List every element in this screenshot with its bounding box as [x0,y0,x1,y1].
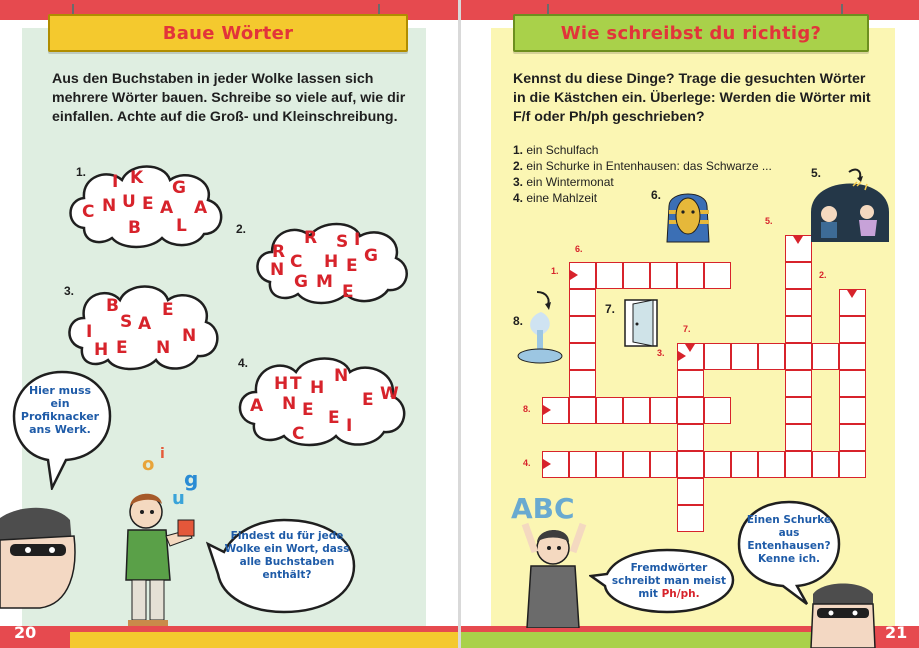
letter-cloud-4: N H T H W E A N E E C I [232,350,412,450]
footer-yellow [70,632,458,648]
crossword-cell[interactable] [623,262,650,289]
crossword-cell[interactable] [677,370,704,397]
cloud-number: 3. [64,284,75,298]
picture-number: 8. [513,314,524,328]
start-arrow-icon [678,351,686,361]
crossword-cell[interactable] [839,316,866,343]
door-picture [623,298,663,348]
page-number: 20 [14,623,37,642]
pharaoh-mask-picture [665,184,711,244]
crossword-cell[interactable] [785,316,812,343]
crossword-cell[interactable] [596,397,623,424]
clue-item: 2. ein Schurke in Entenhausen: das Schwarze ... [513,159,772,173]
clue-item: 1. ein Schulfach [513,143,599,157]
start-arrow-icon [847,290,857,298]
crossword-cell[interactable] [623,397,650,424]
crossword-cell[interactable] [677,451,704,478]
crossword-cell[interactable] [839,343,866,370]
bubble-text-top: Hier muss ein Profiknacker ans Werk. [20,384,100,436]
crossword-cell[interactable] [677,478,704,505]
crossword-cell[interactable] [731,343,758,370]
bubble-text-fremdwoerter: Fremdwörter schreibt man meist mit Ph/ph. [611,562,727,600]
crossword-cell[interactable] [596,451,623,478]
picture-number: 5. [811,166,822,180]
page-title: Wie schreibst du richtig? [560,22,822,44]
svg-text:u: u [172,488,185,509]
crossword-cell[interactable] [650,451,677,478]
letter-cloud-3: B S A E I H E N N [64,278,224,374]
picture-number: 7. [605,302,616,316]
crossword-cell[interactable] [596,262,623,289]
crossword-cell[interactable] [677,397,704,424]
crossword-cell[interactable] [785,343,812,370]
crossword-cell[interactable] [569,289,596,316]
clue-list [513,142,813,206]
start-arrow-icon [543,459,551,469]
cloud-number: 4. [238,356,249,370]
svg-text:ABC: ABC [511,492,575,525]
crossword-cell[interactable] [569,397,596,424]
cloud-number: 2. [236,222,247,236]
left-page [0,0,458,648]
crossword-cell[interactable] [650,262,677,289]
clue-item: 3. ein Wintermonat [513,175,614,189]
letter-cloud-2: R S R I G N C H E G M E [250,216,412,306]
start-arrow-icon [793,236,803,244]
crossword-cell[interactable] [704,397,731,424]
instructions: Kennst du diese Dinge? Trage die gesuchten Wörter in die Kästchen ein. Überlege: Werden die Wörter mit F/f oder Ph/ph geschrieben? [513,71,871,125]
page-number: 21 [885,623,908,642]
letter-cloud-1: I K G C N U E A B L A [64,158,228,250]
right-page [461,0,919,648]
crossword-cell[interactable] [839,451,866,478]
title-banner [513,14,869,52]
crossword-cell[interactable] [839,370,866,397]
grid-number: 7. [683,324,691,334]
cloud-number: 1. [76,165,87,179]
crossword-cell[interactable] [839,397,866,424]
start-arrow-icon [570,270,578,280]
crossword-cell[interactable] [569,343,596,370]
crossword-cell[interactable] [677,424,704,451]
footer-green [461,632,857,648]
crossword-cell[interactable] [569,316,596,343]
crossword-cell[interactable] [785,397,812,424]
crossword-cell[interactable] [650,397,677,424]
crossword-cell[interactable] [785,289,812,316]
grid-number: 5. [765,216,773,226]
start-arrow-icon [685,344,695,352]
crossword-cell[interactable] [704,262,731,289]
picture-number: 6. [651,188,662,202]
title-banner [48,14,408,52]
night-fireworks-picture [805,162,895,248]
svg-text:o: o [142,454,155,475]
crossword-cell[interactable] [839,424,866,451]
burglar-illustration [0,500,78,610]
crossword-cell[interactable] [731,451,758,478]
crossword-cell[interactable] [677,505,704,532]
svg-text:i: i [160,446,165,462]
grid-number: 4. [523,458,531,468]
crossword-cell[interactable] [785,262,812,289]
instructions: Aus den Buchstaben in jeder Wolke lassen sich mehrere Wörter bauen. Schreibe so viele auf, wie dir einfallen. Achte auf die Groß- und Kleinschreibung. [52,71,406,125]
burglar-illustration [807,576,879,648]
crossword-cell[interactable] [623,451,650,478]
bubble-text-bottom: Findest du für jede Wolke ein Wort, dass alle Buchstaben enthält? [224,530,350,581]
crossword-cell[interactable] [677,262,704,289]
crossword-cell[interactable] [704,343,731,370]
crossword-cell[interactable] [785,370,812,397]
crossword-cell[interactable] [785,424,812,451]
grid-number: 3. [657,348,665,358]
crossword-cell[interactable] [569,370,596,397]
crossword-cell[interactable] [785,451,812,478]
fountain-picture [515,290,565,366]
crossword-cell[interactable] [704,451,731,478]
start-arrow-icon [543,405,551,415]
bubble-text-schurke: Einen Schurke aus Entenhausen? Kenne ich. [746,514,832,565]
crossword-cell[interactable] [758,343,785,370]
crossword-cell[interactable] [569,451,596,478]
svg-text:g: g [184,467,199,491]
grid-number: 6. [575,244,583,254]
grid-number: 2. [819,270,827,280]
clue-item: 4. eine Mahlzeit [513,191,598,205]
crossword-cell[interactable] [758,451,785,478]
page-title: Baue Wörter [162,22,294,44]
grid-number: 8. [523,404,531,414]
grid-number: 1. [551,266,559,276]
crossword-cell[interactable] [812,343,839,370]
crossword-cell[interactable] [812,451,839,478]
